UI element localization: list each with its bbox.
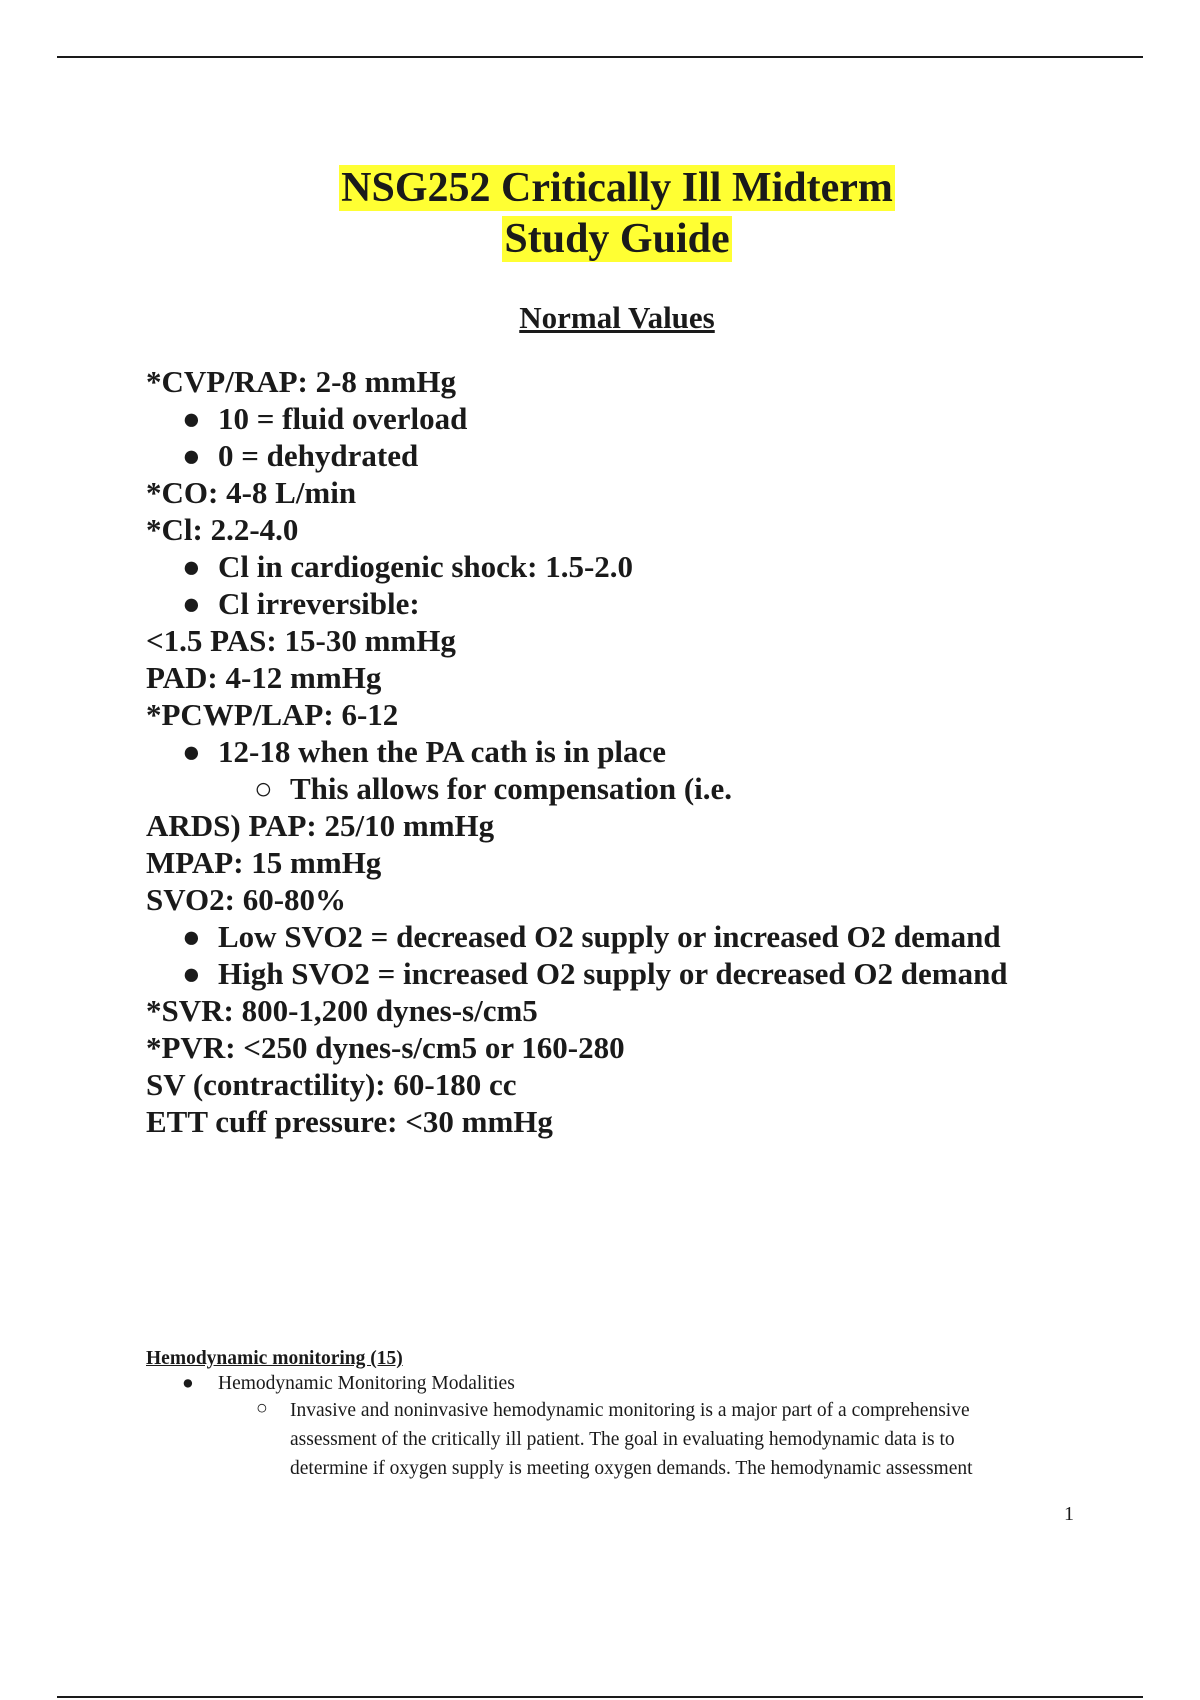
top-rule — [57, 56, 1143, 58]
value-subitem: ● High SVO2 = increased O2 supply or decreased O2 demand — [182, 956, 1008, 991]
value-subitem: ● Cl irreversible: — [182, 586, 420, 621]
bullet-icon: ● — [182, 438, 201, 473]
hollow-bullet-icon: ○ — [256, 1398, 268, 1419]
bullet-icon: ● — [182, 549, 201, 584]
value-line: *Cl: 2.2-4.0 — [146, 512, 299, 547]
value-line: MPAP: 15 mmHg — [146, 845, 382, 880]
bullet-icon: ● — [182, 734, 201, 769]
bullet-icon: ● — [182, 956, 201, 991]
title-line-2: Study Guide — [504, 216, 730, 262]
title-line-1: NSG252 Critically Ill Midterm — [341, 165, 893, 211]
value-line: ETT cuff pressure: <30 mmHg — [146, 1104, 553, 1139]
bullet-icon: ● — [182, 586, 201, 621]
value-line: SV (contractility): 60-180 cc — [146, 1067, 517, 1102]
bottom-rule — [57, 1696, 1143, 1698]
bullet-icon: ● — [182, 401, 201, 436]
bullet-icon: ● — [182, 1373, 194, 1394]
value-subitem: ● 0 = dehydrated — [182, 438, 419, 473]
bullet-icon: ● — [182, 919, 201, 954]
section-heading: Hemodynamic monitoring (15) — [146, 1348, 403, 1369]
value-line: *CVP/RAP: 2-8 mmHg — [146, 364, 456, 399]
list-subitem — [146, 1396, 1070, 1483]
paragraph-text: Invasive and noninvasive hemodynamic monitoring is a major part of a comprehensive assessment of the critically ill patient. The goal in evaluating hemodynamic data is to determine if oxygen supply is meeting oxygen demands. The hemodynamic assessment — [290, 1400, 973, 1479]
value-line: *PVR: <250 dynes-s/cm5 or 160-280 — [146, 1030, 625, 1065]
value-line: PAD: 4-12 mmHg — [146, 660, 382, 695]
value-subitem: ● 10 = fluid overload — [182, 401, 468, 436]
document-title — [0, 163, 1200, 265]
value-subitem: ● 12-18 when the PA cath is in place — [182, 734, 667, 769]
value-line: *SVR: 800-1,200 dynes-s/cm5 — [146, 993, 538, 1028]
value-subitem: ● Low SVO2 = decreased O2 supply or increased O2 demand — [182, 919, 1001, 954]
hemodynamic-section — [146, 1346, 1070, 1483]
value-subsubitem: ○ This allows for compensation (i.e. — [254, 771, 733, 806]
section-subtitle: Normal Values — [519, 300, 715, 335]
page-number: 1 — [1064, 1503, 1074, 1525]
value-line: SVO2: 60-80% — [146, 882, 347, 917]
value-line: *CO: 4-8 L/min — [146, 475, 357, 510]
value-line: *PCWP/LAP: 6-12 — [146, 697, 399, 732]
value-subitem: ● Cl in cardiogenic shock: 1.5-2.0 — [182, 549, 634, 584]
hollow-bullet-icon: ○ — [254, 771, 273, 806]
value-line: <1.5 PAS: 15-30 mmHg — [146, 623, 456, 658]
list-item: ● Hemodynamic Monitoring Modalities — [182, 1373, 515, 1394]
normal-values-list — [146, 363, 1008, 1140]
value-line: ARDS) PAP: 25/10 mmHg — [146, 808, 495, 843]
